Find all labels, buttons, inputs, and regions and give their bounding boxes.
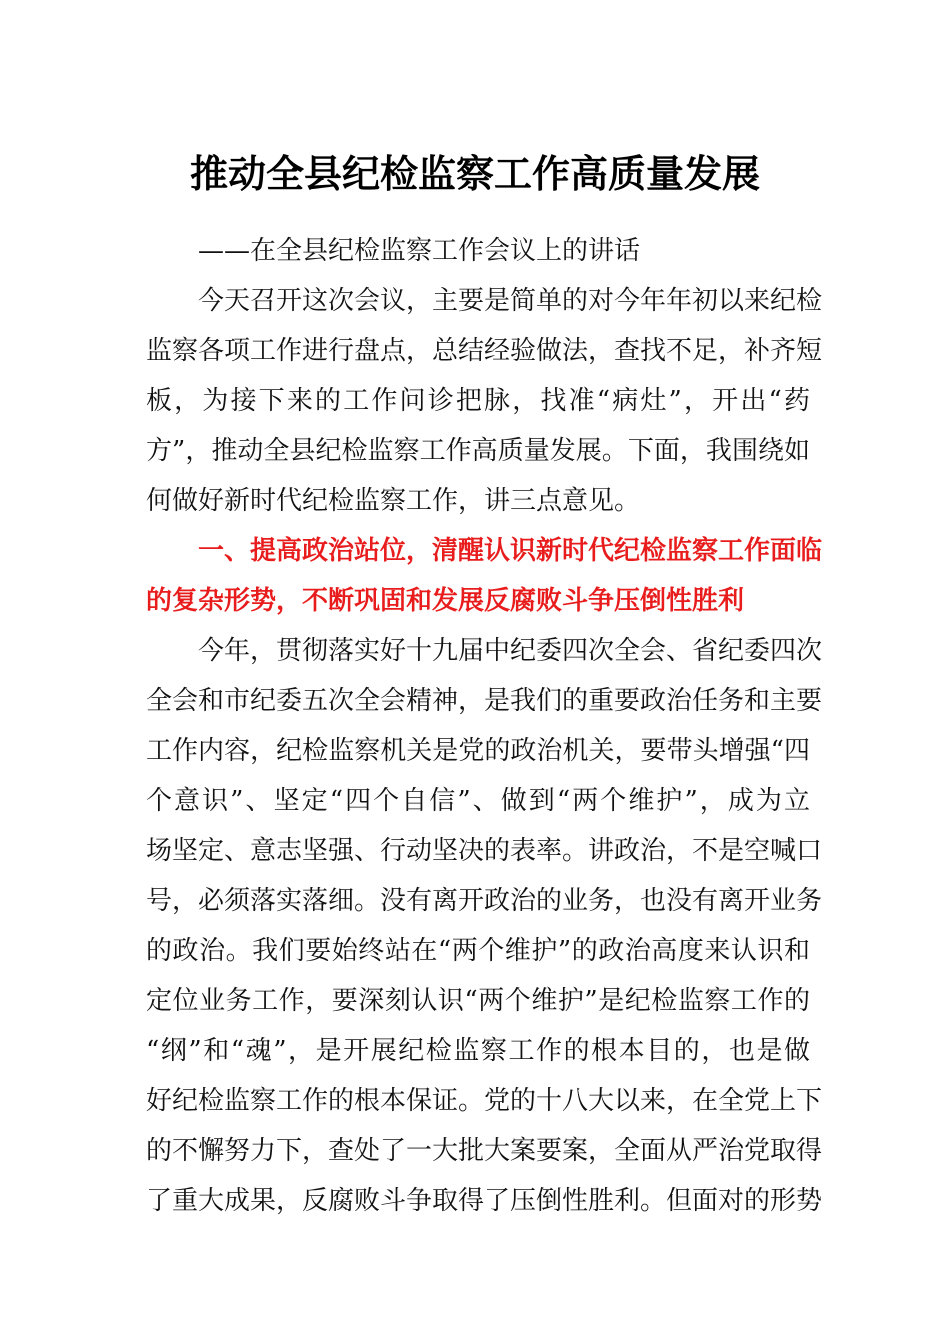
document-title: 推动全县纪检监察工作高质量发展 <box>189 151 760 196</box>
paragraph-line: “纲”和“魂”，是开展纪检监察工作的根本目的，也是做 <box>146 1036 810 1066</box>
paragraph-line: 的政治。我们要始终站在“两个维护”的政治高度来认识和 <box>146 936 810 966</box>
paragraph-line: 号，必须落实落细。没有离开政治的业务，也没有离开业务 <box>146 886 823 916</box>
paragraph-line: 了重大成果，反腐败斗争取得了压倒性胜利。但面对的形势 <box>146 1186 823 1216</box>
paragraph-line: 全会和市纪委五次全会精神，是我们的重要政治任务和主要 <box>146 686 823 716</box>
section-paragraph <box>146 626 823 1226</box>
paragraph-line: 工作内容，纪检监察机关是党的政治机关，要带头增强“四 <box>146 736 810 766</box>
paragraph-line: 今天召开这次会议，主要是简单的对今年年初以来纪检 <box>198 286 823 316</box>
paragraph-line: 方”，推动全县纪检监察工作高质量发展。下面，我围绕如 <box>146 436 810 466</box>
paragraph-line: 监察各项工作进行盘点，总结经验做法，查找不足，补齐短 <box>146 336 823 366</box>
paragraph-line: 板，为接下来的工作问诊把脉，找准“病灶”，开出“药 <box>146 386 810 416</box>
paragraph-line: 今年，贯彻落实好十九届中纪委四次全会、省纪委四次 <box>198 636 823 666</box>
paragraph-line: 的不懈努力下，查处了一大批大案要案，全面从严治党取得 <box>146 1136 823 1166</box>
section-heading <box>146 526 823 626</box>
paragraph-line: 好纪检监察工作的根本保证。党的十八大以来，在全党上下 <box>146 1086 823 1116</box>
heading-line: 一、提高政治站位，清醒认识新时代纪检监察工作面临 <box>198 536 823 566</box>
paragraph-line: 何做好新时代纪检监察工作，讲三点意见。 <box>146 486 641 516</box>
paragraph-line: 场坚定、意志坚强、行动坚决的表率。讲政治，不是空喊口 <box>146 836 823 866</box>
paragraph-line: 定位业务工作，要深刻认识“两个维护”是纪检监察工作的 <box>146 986 810 1016</box>
document-subtitle: ——在全县纪检监察工作会议上的讲话 <box>198 236 641 266</box>
heading-line: 的复杂形势，不断巩固和发展反腐败斗争压倒性胜利 <box>146 586 745 616</box>
paragraph-line: 个意识”、坚定“四个自信”、做到“两个维护”，成为立 <box>146 786 810 816</box>
intro-paragraph <box>146 276 823 526</box>
